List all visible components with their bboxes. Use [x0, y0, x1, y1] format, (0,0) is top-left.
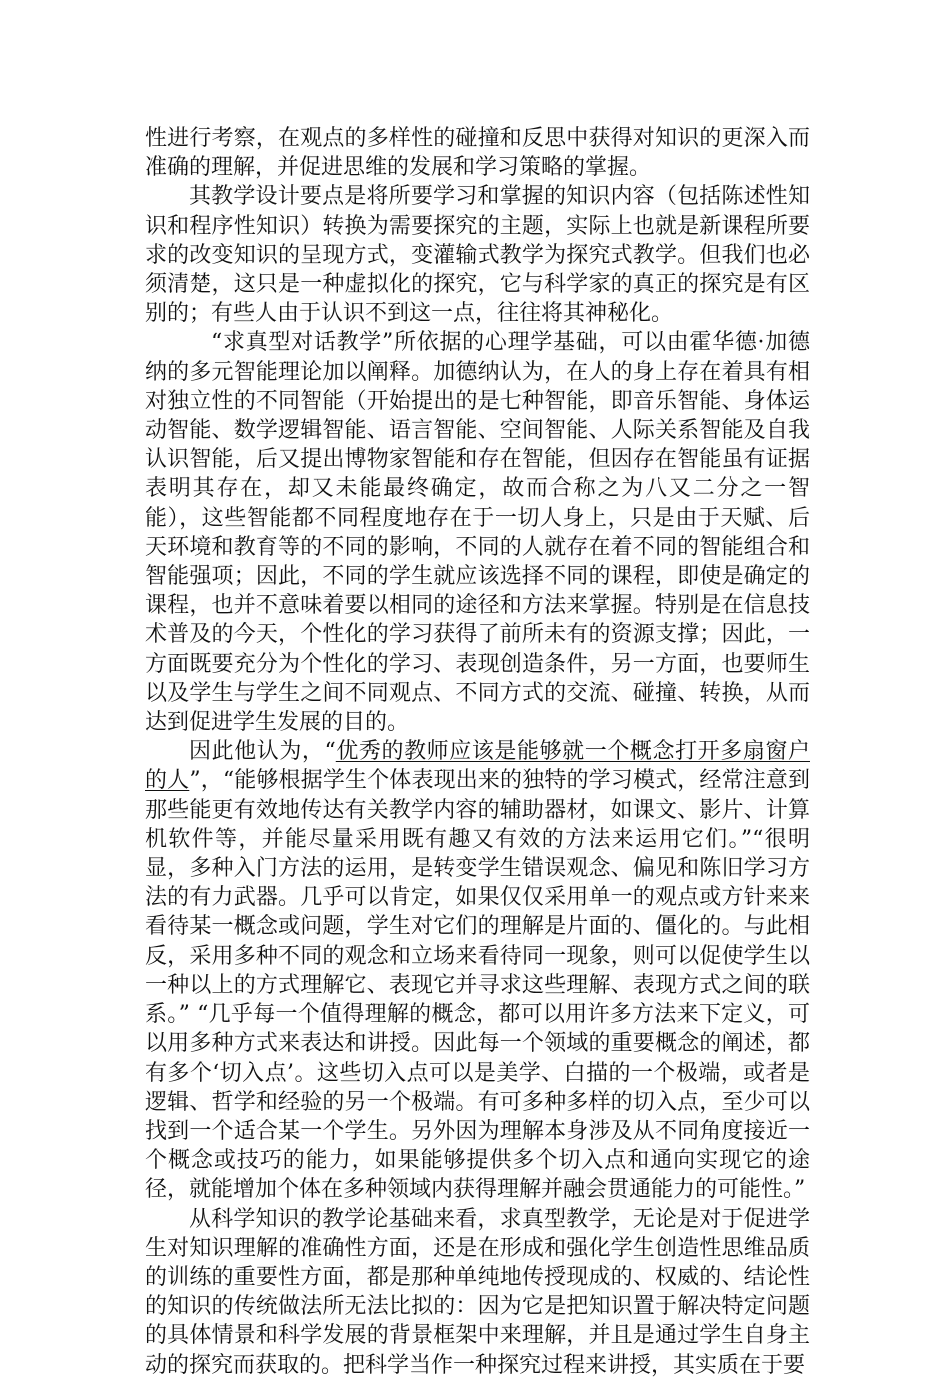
underlined-quote: 优秀的教师应该是能够就一个概念打开多扇窗户的人 — [145, 739, 810, 794]
paragraph-4-lead: 因此他认为，“ — [189, 739, 336, 765]
paragraph-4 — [145, 737, 810, 1204]
paragraph-1: 性进行考察，在观点的多样性的碰撞和反思中获得对知识的更深入而准确的理解，并促进思维的发展和学习策略的掌握。 — [145, 126, 810, 181]
document-page — [145, 124, 810, 1380]
paragraph-3: “求真型对话教学”所依据的心理学基础，可以由霍华德·加德纳的多元智能理论加以阐释。加德纳认为，在人的身上存在着具有相对独立性的不同智能（开始提出的是七种智能，即音乐智能、身体运动智能、数学逻辑智能、语言智能、空间智能、人际关系智能及自我认识智能，后又提出博物家智能和存在智能，但因存在智能虽有证据表明其存在，却又未能最终确定，故而合称之为八又二分之一智能），这些智能都不同程度地存在于一切人身上，只是由于天赋、后天环境和教育等的不同的影响，不同的人就存在着不同的智能组合和智能强项；因此，不同的学生就应该选择不同的课程，即使是确定的课程，也并不意味着要以相同的途径和方法来掌握。特别是在信息技术普及的今天，个性化的学习获得了前所未有的资源支撑；因此，一方面既要充分为个性化的学习、表现创造条件，另一方面，也要师生以及学生与学生之间不同观点、不同方式的交流、碰撞、转换，从而达到促进学生发展的目的。 — [145, 330, 810, 736]
paragraph-5: 从科学知识的教学论基础来看，求真型教学，无论是对于促进学生对知识理解的准确性方面，还是在形成和强化学生创造性思维品质的训练的重要性方面，都是那种单纯地传授现成的、权威的、结论性的知识的传统做法所无法比拟的：因为它是把知识置于解决特定问题的具体情景和科学发展的背景框架中来理解，并且是通过学生自身主动的探究而获取的。把科学当作一种探究过程来讲授，其实质在于要 — [145, 1206, 810, 1378]
paragraph-4-rest: ”，“能够根据学生个体表现出来的独特的学习模式，经常注意到那些能更有效地传达有关教学内容的辅助器材，如课文、影片、计算机软件等，并能尽量采用既有趣又有效的方法来运用它们。”“很明显，多种入门方法的运用，是转变学生错误观念、偏见和陈旧学习方法的有力武器。几乎可以肯定，如果仅仅采用单一的观点或方针来来看待某一概念或问题，学生对它们的理解是片面的、僵化的。与此相反，采用多种不同的观念和立场来看待同一现象，则可以促使学生以一种以上的方式理解它、表现它并寻求这些理解、表现方式之间的联系。” “几乎每一个值得理解的概念，都可以用许多方法来下定义，可以用多种方式来表达和讲授。因此每一个领域的重要概念的阐述，都有多个‘切入点’。这些切入点可以是美学、白描的一个极端，或者是逻辑、哲学和经验的另一个极端。有可多种多样的切入点，至少可以找到一个适合某一个学生。另外因为理解本身涉及从不同角度接近一个概念或技巧的能力，如果能够提供多个切入点和通向实现它的途径，就能增加个体在多种领域内获得理解并融会贯通能力的可能性。” — [145, 768, 810, 1203]
paragraph-2: 其教学设计要点是将所要学习和掌握的知识内容（包括陈述性知识和程序性知识）转换为需要探究的主题，实际上也就是新课程所要求的改变知识的呈现方式，变灌输式教学为探究式教学。但我们也必须清楚，这只是一种虚拟化的探究，它与科学家的真正的探究是有区别的；有些人由于认识不到这一点，往往将其神秘化。 — [145, 184, 810, 327]
